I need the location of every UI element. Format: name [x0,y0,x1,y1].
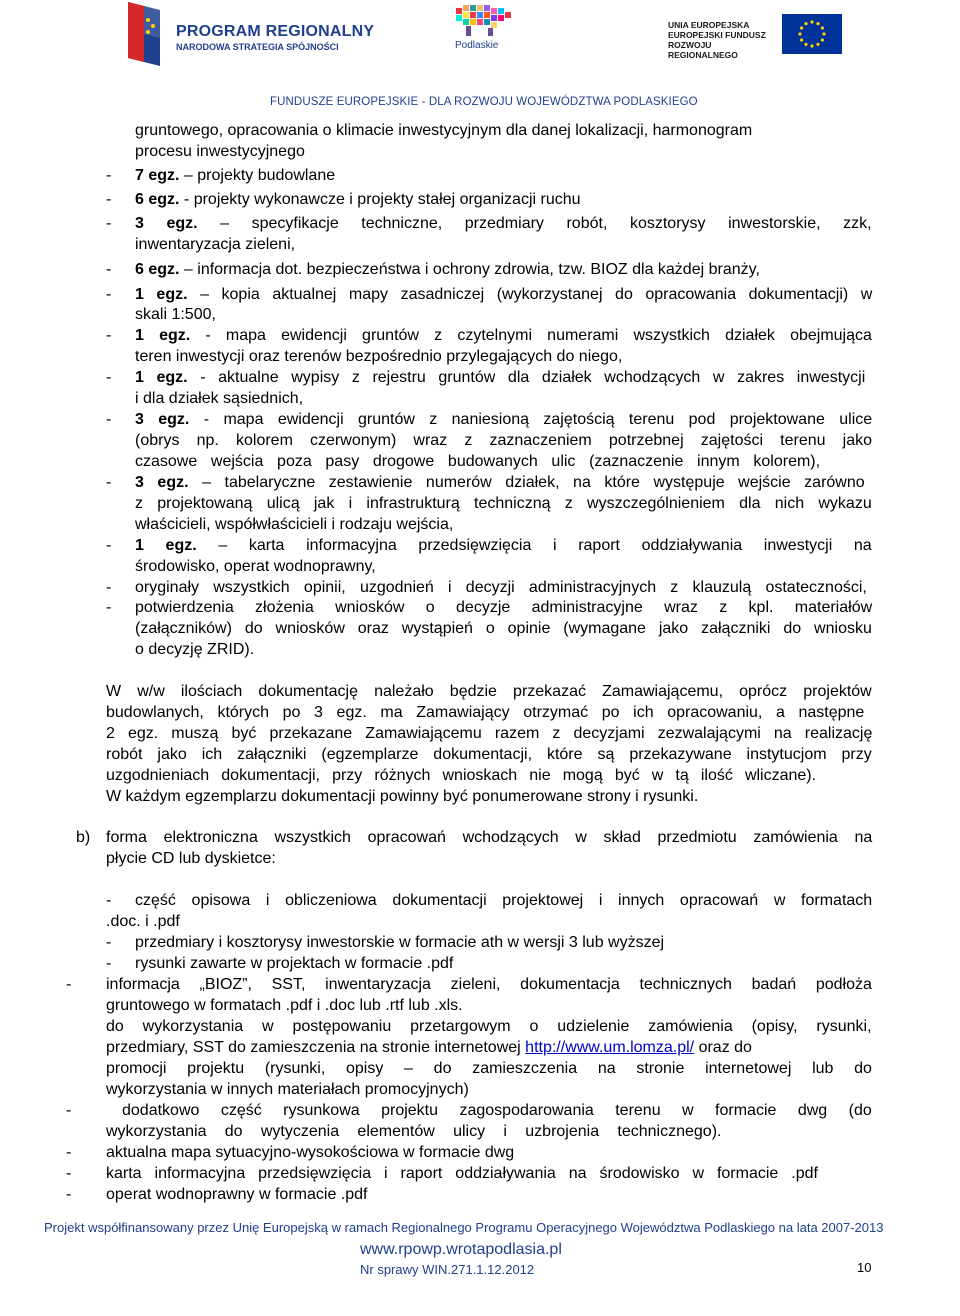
text-line: procesu inwestycyjnego [135,143,305,160]
paragraph-line: W każdym egzemplarzu dokumentacji powinny być ponumerowane strony i rysunki. [106,788,699,805]
list-dash: - [66,976,72,993]
list-item: 6 egz. – informacja dot. bezpieczeństwa i ochrony zdrowia, tzw. BIOZ dla każdej branży, [135,261,760,278]
list-item: 3 egz. – tabelaryczne zestawienie numerów działek, na które występuje wejście zarówno [135,474,865,491]
list-dash: - [66,1102,72,1119]
list-dash: - [106,411,112,428]
funds-tagline: FUNDUSZE EUROPEJSKIE - DLA ROZWOJU WOJEWÓDZTWA PODLASKIEGO [270,96,698,108]
eu-line-3: ROZWOJU REGIONALNEGO [668,40,738,60]
program-regionalny-logo [126,2,376,66]
list-item: aktualna mapa sytuacyjno-wysokościowa w formacie dwg [106,1144,515,1161]
list-item: 1 egz. - mapa ewidencji gruntów z czytelnymi numerami wszystkich działek obejmująca [135,327,872,344]
text-line: .doc. i .pdf [106,913,180,930]
list-dash: - [66,1186,72,1203]
item-label-b: b) [76,829,91,846]
list-item: rysunki zawarte w projektach w formacie .pdf [135,955,454,972]
text-line: wykorzystania w innych materiałach promocyjnych) [106,1081,469,1098]
list-item: 3 egz. - mapa ewidencji gruntów z naniesioną zajętością terenu pod projektowane ulice [135,411,873,428]
list-dash: - [106,327,112,344]
paragraph-line: uzgodnieniach dokumentacji, przy różnych wnioskach nie mogą być w tą ilość wliczane). [106,767,817,784]
eu-line-2: EUROPEJSKI FUNDUSZ [668,30,766,40]
text-line: o decyzję ZRID). [135,641,255,658]
list-item: 1 egz. – karta informacyjna przedsięwzięcia i raport oddziaływania inwestycji na [135,537,872,554]
paragraph-line: budowlanych, których po 3 egz. ma Zamawiający otrzymać po ich opracowaniu, a następne [106,704,865,721]
list-item: przedmiary i kosztorysy inwestorskie w formacie ath w wersji 3 lub wyższej [135,934,665,951]
list-item: oryginały wszystkich opinii, uzgodnień i decyzji administracyjnych z klauzulą ostateczności, [135,579,867,596]
list-item: część opisowa i obliczeniowa dokumentacji projektowej i innych opracowań w formatach [135,892,873,909]
podlaskie-logo-text: Podlaskie [455,40,499,51]
page-header [0,0,960,112]
list-dash: - [106,955,112,972]
text-line: właścicieli, współwłaścicieli i rodzaju wejścia, [135,516,454,533]
list-item: 3 egz. – specyfikacje techniczne, przedmiary robót, kosztorysy inwestorskie, zzk, [135,215,872,232]
eu-logo [668,14,844,60]
text-line: skali 1:500, [135,306,216,323]
text-line: z projektowaną ulicą jak i infrastrukturą techniczną z wyszczególnieniem dla nich wykazu [135,495,872,512]
eu-flag-icon [782,14,842,54]
list-item: informacja „BIOZ”, SST, inwentaryzacja zieleni, dokumentacja technicznych badań podłoża [106,976,872,993]
section-b-line: płycie CD lub dyskietce: [106,850,276,867]
list-dash: - [66,1165,72,1182]
text-line: (obrys np. kolorem czerwonym) wraz z zaznaczeniem potrzebnej zajętości terenu jako [135,432,873,449]
list-item: 1 egz. – kopia aktualnej mapy zasadniczej (wykorzystanej do opracowania dokumentacji) w [135,286,873,303]
text-segment: przedmiary, SST do zamieszczenia na stronie internetowej [106,1039,521,1056]
text-line [106,1038,752,1057]
list-dash: - [66,1144,72,1161]
program-title: PROGRAM REGIONALNY [176,23,375,40]
list-item: karta informacyjna przedsięwzięcia i raport oddziaływania na środowisko w formacie .pdf [106,1165,818,1182]
text-line: środowisko, operat wodnoprawny, [135,558,376,575]
section-b-line: forma elektroniczna wszystkich opracowań wchodzących w skład przedmiotu zamówienia na [106,829,873,846]
text-line: inwentaryzacja zieleni, [135,236,296,253]
list-item: operat wodnoprawny w formacie .pdf [106,1186,368,1203]
list-dash: - [106,537,112,554]
list-dash: - [106,934,112,951]
list-dash: - [106,191,112,208]
text-segment: oraz do [698,1039,752,1056]
text-line: i dla działek sąsiednich, [135,390,304,407]
text-line: promocji projektu (rysunki, opisy – do zamieszczenia na stronie internetowej lub do [106,1060,872,1077]
list-dash: - [106,286,112,303]
cofinance-note: Projekt współfinansowany przez Unię Europejską w ramach Regionalnego Programu Operacyjnego Województwa Podlaskiego na lata 2007-2013 [44,1220,884,1235]
list-dash: - [106,599,112,616]
text-line: gruntowego, opracowania o klimacie inwestycyjnym dla danej lokalizacji, harmonogram [135,122,753,139]
list-dash: - [106,167,112,184]
text-line: do wykorzystania w postępowaniu przetargowym o udzielenie zamówienia (opisy, rysunki, [106,1018,872,1035]
program-subtitle: NARODOWA STRATEGIA SPÓJNOŚCI [176,42,339,52]
text-line: gruntowego w formatach .pdf i .doc lub .rtf lub .xls. [106,997,463,1014]
list-dash: - [106,261,112,278]
text-line: (załączników) do wniosków oraz wystąpień o opinie (wymagane jako załączniki do wniosku [135,620,872,637]
footer-website[interactable]: www.rpowp.wrotapodlasia.pl [360,1241,562,1258]
paragraph-line: robót jako ich załączniki (egzemplarze dokumentacji, które są przekazywane instytucjom przy [106,746,872,763]
website-link[interactable]: http://www.um.lomza.pl/ [525,1039,695,1056]
case-number: Nr sprawy WIN.271.1.12.2012 [360,1262,535,1277]
list-dash: - [106,892,112,909]
text-line: wykorzystania do wytyczenia elementów ulicy i uzbrojenia technicznego). [106,1123,722,1140]
list-dash: - [106,474,112,491]
list-item: 6 egz. - projekty wykonawcze i projekty stałej organizacji ruchu [135,191,581,208]
paragraph-line: W w/w ilościach dokumentację należało będzie przekazać Zamawiającemu, oprócz projektów [106,683,872,700]
eu-line-1: UNIA EUROPEJSKA [668,20,750,30]
list-item: 7 egz. – projekty budowlane [135,167,336,184]
list-dash: - [106,369,112,386]
page-number: 10 [857,1260,872,1275]
list-item: 1 egz. - aktualne wypisy z rejestru gruntów dla działek wchodzących w zakres inwestycji [135,369,866,386]
list-dash: - [106,579,112,596]
list-item: dodatkowo część rysunkowa projektu zagospodarowania terenu w formacie dwg (do [122,1102,872,1119]
paragraph-line: 2 egz. muszą być przekazane Zamawiającemu razem z decyzjami zezwalającymi na realizację [106,725,873,742]
text-line: czasowe wejścia poza pasy drogowe budowanych ulic (zaznaczenie innym kolorem), [135,453,821,470]
text-line: teren inwestycji oraz terenów bezpośrednio przylegających do niego, [135,348,623,365]
list-item: potwierdzenia złożenia wniosków o decyzje administracyjne wraz z kpl. materiałów [135,599,873,616]
list-dash: - [106,215,112,232]
program-flag-icon [126,2,160,66]
